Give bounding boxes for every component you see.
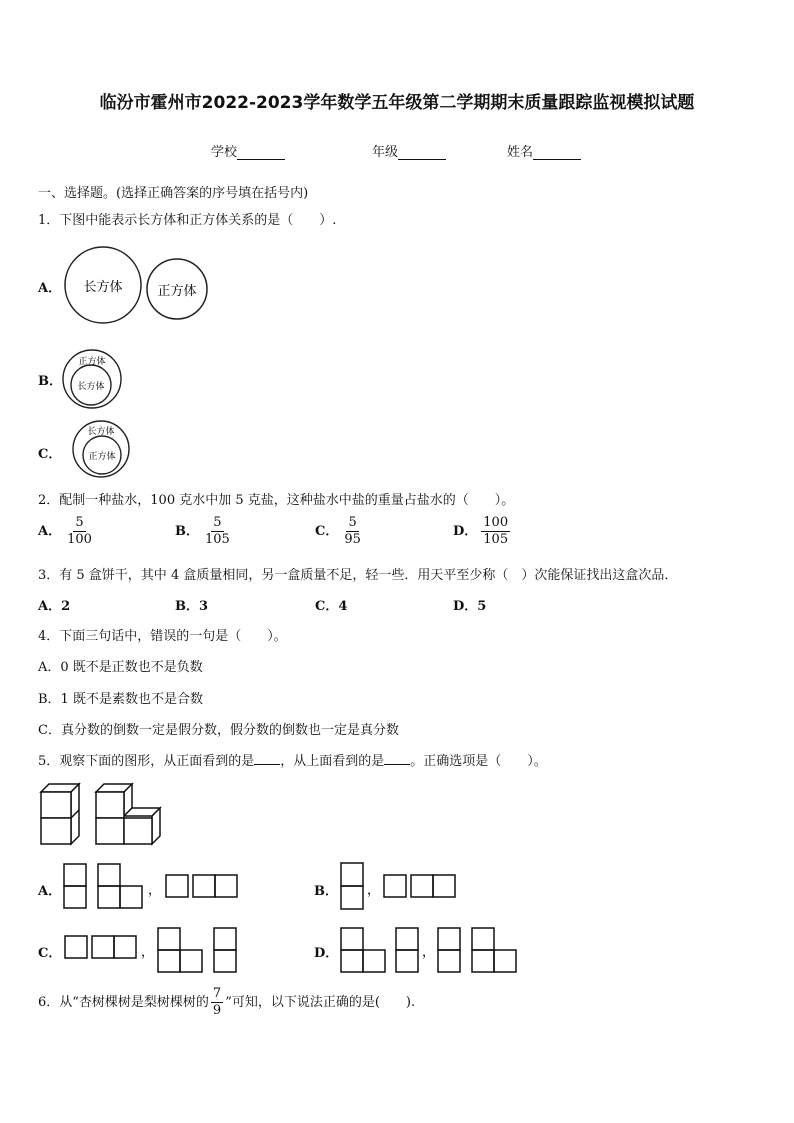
name-label: 姓名 [507, 145, 534, 160]
q6-text-part1: 6．从“杏树棵树是梨树棵树的 [38, 995, 209, 1010]
comma: ， [422, 945, 436, 960]
denominator: 95 [344, 532, 361, 547]
grade-field [372, 141, 446, 160]
q2-option-c[interactable] [315, 515, 363, 548]
q2-option-b[interactable] [175, 515, 232, 548]
q5-top-blank[interactable] [384, 752, 410, 765]
q5-front-blank[interactable] [254, 752, 280, 765]
comma: ， [367, 883, 381, 898]
q2-option-a[interactable] [38, 515, 94, 548]
q3-option-c[interactable]: C．4 [315, 599, 348, 614]
denominator: 9 [212, 1003, 222, 1018]
fraction [65, 515, 94, 548]
school-label: 学校 [211, 145, 238, 160]
q1-option-b-label: B． [38, 374, 62, 389]
q5-option-a-figures[interactable] [62, 862, 252, 912]
fraction [481, 515, 510, 548]
q1-text: 1．下图中能表示长方体和正方体关系的是（ ）. [38, 213, 337, 228]
q1-b-outer-label: 正方体 [78, 357, 106, 367]
q2-option-b-label: B． [175, 524, 199, 539]
school-blank[interactable] [237, 146, 285, 160]
q5-option-b-label: B． [314, 884, 338, 899]
grade-blank[interactable] [398, 146, 446, 160]
q1-c-outer-label: 长方体 [87, 427, 115, 437]
q5-option-a-label: A． [38, 884, 62, 899]
q5-text-part1: 5．观察下面的图形，从正面看到的是 [38, 754, 255, 769]
q6-text [38, 986, 415, 1019]
q4-option-c[interactable]: C．真分数的倒数一定是假分数，假分数的倒数也一定是真分数 [38, 723, 399, 738]
q5-option-d-label: D． [314, 946, 339, 961]
q5-text [38, 750, 547, 769]
q4-text: 4．下面三句话中，错误的一句是（ ）。 [38, 629, 287, 644]
school-field [211, 141, 285, 160]
numerator: 5 [75, 515, 84, 530]
name-blank[interactable] [533, 146, 581, 160]
grade-label: 年级 [372, 145, 399, 160]
page-title: 临汾市霍州市2022-2023学年数学五年级第二学期期末质量跟踪监视模拟试题 [99, 93, 695, 113]
section-heading: 一、选择题。(选择正确答案的序号填在括号内) [38, 186, 309, 201]
q5-option-c-figures[interactable] [62, 926, 252, 976]
q6-text-part2: ”可知，以下说法正确的是( ). [225, 995, 416, 1010]
q1-option-c-label: C． [38, 447, 62, 462]
fraction [203, 515, 232, 548]
comma: ， [148, 883, 162, 898]
comma: ， [141, 945, 155, 960]
q5-option-b-figures[interactable] [338, 860, 468, 912]
q2-option-d[interactable] [453, 515, 510, 548]
q3-text: 3．有 5 盒饼干，其中 4 盒质量相同，另一盒质量不足，轻一些．用天平至少称（ ）次能保证找出这盒次品． [38, 568, 678, 583]
fraction [342, 515, 363, 548]
q1-a-right-label: 正方体 [157, 284, 197, 299]
q3-option-d[interactable]: D．5 [453, 599, 487, 614]
numerator: 100 [483, 515, 509, 530]
q5-cube-figures [38, 782, 168, 848]
numerator: 5 [348, 515, 357, 530]
name-field [507, 141, 581, 160]
fraction [211, 986, 223, 1019]
q1-b-inner-label: 长方体 [77, 382, 105, 392]
q4-option-b[interactable]: B．1 既不是素数也不是合数 [38, 692, 203, 707]
denominator: 105 [483, 532, 509, 547]
numerator: 7 [212, 986, 222, 1001]
q1-a-left-label: 长方体 [83, 280, 123, 295]
right-cube-group [96, 784, 160, 844]
q5-text-part2: ，从上面看到的是 [280, 754, 385, 769]
q1-option-b-diagram [60, 348, 130, 412]
q3-option-a[interactable]: A．2 [38, 599, 71, 614]
q1-option-a-diagram [60, 243, 210, 327]
q2-option-c-label: C． [315, 524, 339, 539]
q3-option-b[interactable]: B．3 [175, 599, 209, 614]
q5-text-part3: 。正确选项是（ ）。 [410, 754, 547, 769]
q2-text: 2．配制一种盐水，100 克水中加 5 克盐，这种盐水中盐的重量占盐水的（ ）。 [38, 493, 515, 508]
q1-option-a-label: A． [38, 281, 62, 296]
left-cube-stack [41, 784, 79, 844]
q1-option-c-diagram [68, 419, 134, 481]
q2-option-a-label: A． [38, 524, 62, 539]
denominator: 100 [67, 532, 92, 547]
q5-option-d-figures[interactable] [338, 926, 528, 976]
q2-option-d-label: D． [453, 524, 478, 539]
q1-c-inner-label: 正方体 [88, 452, 116, 462]
q4-option-a[interactable]: A．0 既不是正数也不是负数 [38, 660, 203, 675]
numerator: 5 [213, 515, 222, 530]
denominator: 105 [205, 532, 230, 547]
q5-option-c-label: C． [38, 946, 62, 961]
